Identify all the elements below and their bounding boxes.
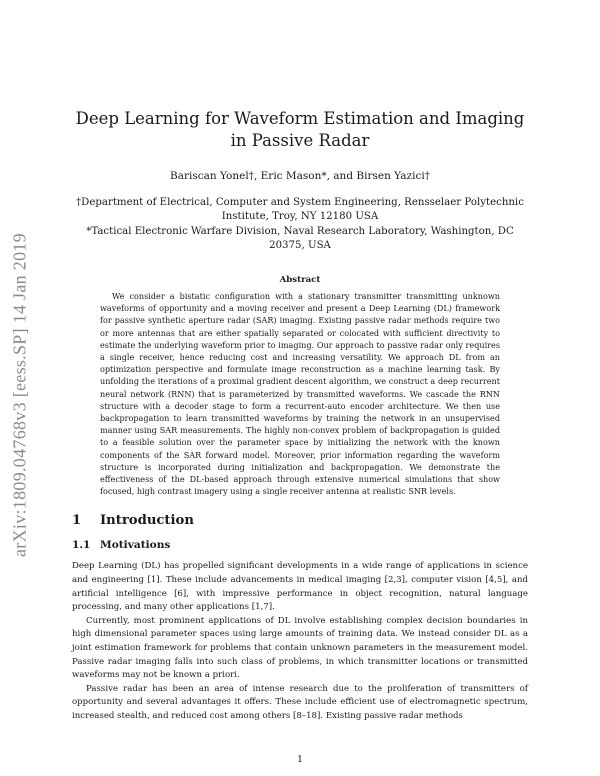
author-list: Bariscan Yonel†, Eric Mason*, and Birsen Yazici† xyxy=(170,170,430,182)
subsection-heading xyxy=(72,539,528,551)
affiliation-rpi: †Department of Electrical, Computer and System Engineering, Rensselaer Polytechnic Institute, Troy, NY 12180 USA xyxy=(76,197,524,222)
section-heading xyxy=(72,513,528,528)
body-paragraph-1: Deep Learning (DL) has propelled significant developments in a wide range of applications in science and engineering [1]. These include advancements in medical imaging [2,3], computer vision [4,5], and artificial intelligence [6], with impressive performance in object recognition, natural language processing, and many other applications [1,7]. xyxy=(72,561,528,613)
abstract-text: We consider a bistatic configuration with a stationary transmitter transmitting unknown waveforms of opportunity and a moving receiver and present a Deep Learning (DL) framework for passive synthetic aperture radar (SAR) imaging. Existing passive radar methods require two or more antennas that are either spatially separated or colocated with sufficient directivity to estimate the underlying waveform prior to imaging. Our approach to passive radar only requires a single receiver, hence reducing cost and increasing versatility. We approach DL from an optimization perspective and formulate image reconstruction as a machine learning task. By unfolding the iterations of a proximal gradient descent algorithm, we construct a deep recurrent neural network (RNN) that is parameterized by transmitted waveforms. We cascade the RNN structure with a decoder stage to form a recurrent-auto encoder architecture. We then use backpropagation to learn transmitted waveforms by training the network in an unsupervised manner using SAR measurements. The highly non-convex problem of backpropagation is guided to a feasible solution over the parameter space by initializing the network with the known components of the SAR forward model. Moreover, prior information regarding the waveform structure is incorporated during initialization and backpropagation. We demonstrate the effectiveness of the DL-based approach through extensive numerical simulations that show focused, high contrast imagery using a single receiver antenna at realistic SNR levels. xyxy=(100,291,500,497)
paper-page xyxy=(72,108,528,724)
section-title: Introduction xyxy=(100,513,194,529)
body-paragraph-2: Currently, most prominent applications of DL involve establishing complex decision boundaries in high dimensional parameter spaces using large amounts of training data. We instead consider DL as a joint estimation framework for problems that contain unknown parameters in the measurement model. Passive radar imaging falls into such class of problems, in which transmitter locations or transmitted waveforms may not be known a priori. xyxy=(72,615,528,681)
page-number: 1 xyxy=(296,754,304,765)
section-number: 1 xyxy=(72,513,82,529)
subsection-title: Motivations xyxy=(100,539,171,552)
arxiv-identifier-stamp xyxy=(0,210,40,580)
subsection-number: 1.1 xyxy=(72,539,91,552)
paper-title: Deep Learning for Waveform Estimation and Imaging in Passive Radar xyxy=(75,109,525,150)
affiliations xyxy=(72,196,528,253)
affiliation-nrl: *Tactical Electronic Warfare Division, Naval Research Laboratory, Washington, DC 20375, USA xyxy=(86,226,514,251)
body-paragraph-3: Passive radar has been an area of intense research due to the proliferation of transmitters of opportunity and several advantages it offers. These include efficient use of electromagnetic spectrum, increased stealth, and reduced cost among others [8–18]. Existing passive radar methods xyxy=(72,683,528,721)
arxiv-stamp-text: arXiv:1809.04768v3 [eess.SP] 14 Jan 2019 xyxy=(9,233,30,557)
abstract-block xyxy=(100,275,500,497)
abstract-heading: Abstract xyxy=(279,275,321,285)
